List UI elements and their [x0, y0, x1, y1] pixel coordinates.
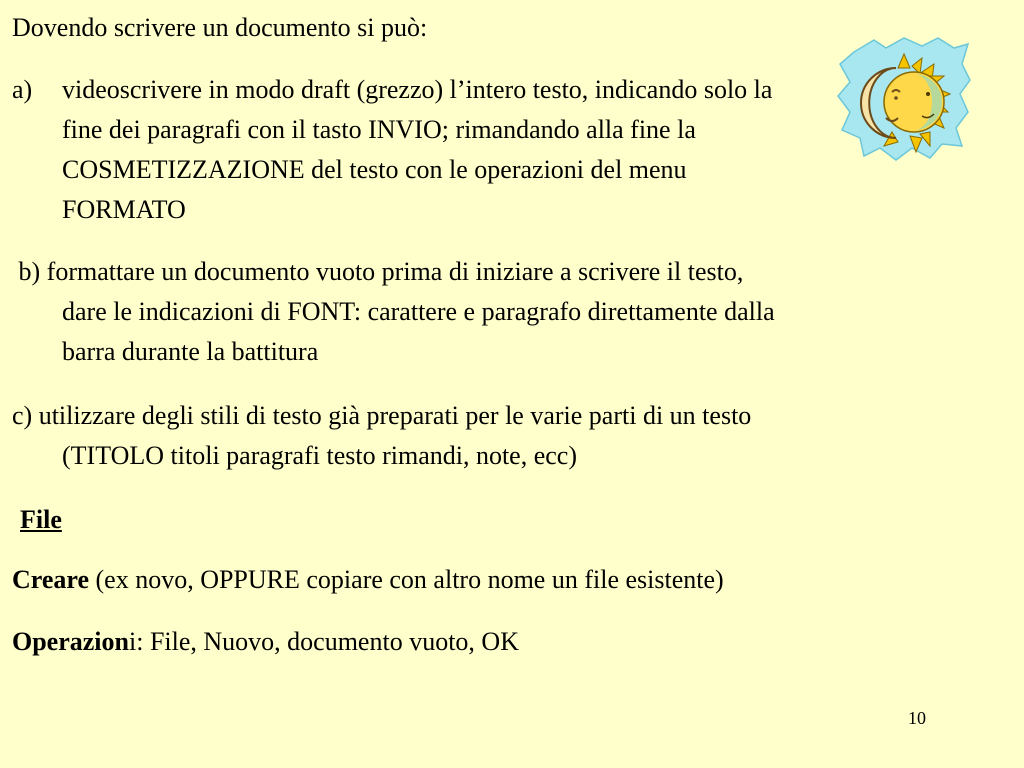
item-a-line-2: fine dei paragrafi con il tasto INVIO; rimandando alla fine la [62, 115, 696, 144]
item-a-line-4: FORMATO [62, 195, 186, 224]
item-a-marker: a) [12, 75, 33, 104]
operazioni-label: Operazion [12, 627, 129, 656]
file-heading: File [20, 505, 62, 534]
item-c-line-1: c) utilizzare degli stili di testo già preparati per le varie parti di un testo [12, 401, 752, 430]
item-a-line-3: COSMETIZZAZIONE del testo con le operazioni del menu [62, 155, 687, 184]
item-b-line-3: barra durante la battitura [62, 337, 319, 366]
operazioni-line [12, 626, 519, 658]
page-number: 10 [908, 708, 926, 728]
creare-text: (ex novo, OPPURE copiare con altro nome un file esistente) [89, 565, 724, 594]
operazioni-text: i: File, Nuovo, documento vuoto, OK [129, 627, 519, 656]
sun-moon-icon [834, 34, 974, 164]
creare-label: Creare [12, 565, 89, 594]
item-b-line-1: b) formattare un documento vuoto prima di iniziare a scrivere il testo, [12, 257, 744, 286]
item-c-line-2: (TITOLO titoli paragrafi testo rimandi, note, ecc) [62, 441, 577, 470]
item-a-line-1: videoscrivere in modo draft (grezzo) l’intero testo, indicando solo la [62, 75, 773, 104]
item-b-line-2: dare le indicazioni di FONT: carattere e paragrafo direttamente dalla [62, 297, 775, 326]
creare-line [12, 564, 724, 596]
intro-text: Dovendo scrivere un documento si può: [12, 13, 428, 42]
